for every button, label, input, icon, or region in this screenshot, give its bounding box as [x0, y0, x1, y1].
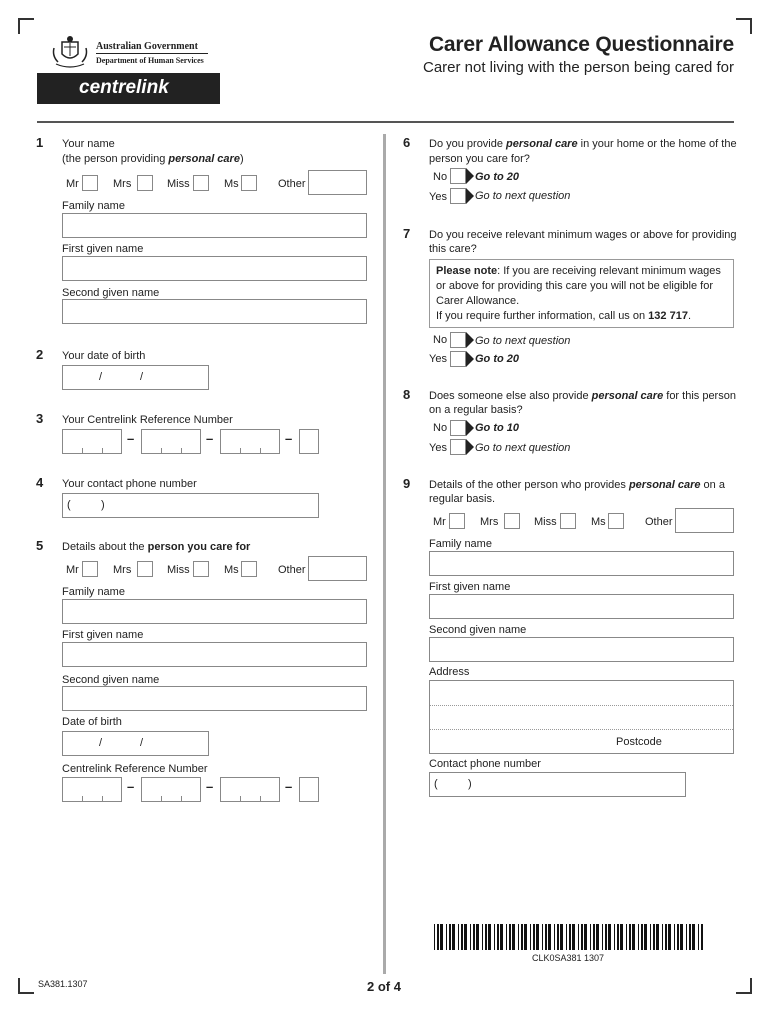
q2-label: Your date of birth: [62, 350, 146, 362]
q3-crn-check-char-input[interactable]: [299, 429, 319, 454]
barcode-bar: [650, 924, 651, 950]
column-divider: [383, 134, 386, 974]
barcode-bar: [524, 924, 527, 950]
header-rule: [37, 121, 734, 123]
arrow-right-icon: [466, 439, 474, 455]
barcode-bar: [656, 924, 659, 950]
q9-title-miss-checkbox[interactable]: [560, 513, 576, 529]
q6-no-goto: Go to 20: [475, 171, 520, 183]
q8-label: Does someone else also provide personal care for this person: [429, 390, 736, 402]
barcode-bar: [533, 924, 535, 950]
q1-label: Your name: [62, 138, 115, 150]
crn-dash: –: [206, 779, 214, 794]
crn-dash: –: [285, 779, 293, 794]
q3-crn-part2-input[interactable]: [141, 429, 201, 454]
q5-title-mrs-checkbox[interactable]: [137, 561, 153, 577]
barcode-bar: [518, 924, 519, 950]
q7-no-checkbox[interactable]: [450, 332, 476, 348]
barcode-bar: [617, 924, 619, 950]
centrelink-wordmark: centrelink: [79, 77, 169, 98]
barcode-bar: [608, 924, 611, 950]
barcode-bar: [470, 924, 471, 950]
q6-label-line2: person you care for?: [429, 153, 530, 165]
q5-title-other-label: Other: [278, 564, 306, 576]
brand-bar: [37, 73, 220, 104]
q7-note-line4: If you require further information, call us on 132 717.: [436, 310, 691, 322]
barcode-bar: [572, 924, 575, 950]
barcode-bar: [605, 924, 607, 950]
q9-family-name-input[interactable]: [429, 551, 734, 576]
coat-of-arms-icon: [50, 34, 90, 70]
q9-label: Details of the other person who provides personal care on a: [429, 479, 725, 491]
barcode-bar: [497, 924, 499, 950]
q3-crn-part1-input[interactable]: [62, 429, 122, 454]
q1-title-mr-checkbox[interactable]: [82, 175, 98, 191]
q1-title-miss-label: Miss: [167, 178, 190, 190]
q9-phone-input[interactable]: [429, 772, 686, 797]
q8-no-label: No: [433, 422, 448, 434]
barcode-bar: [569, 924, 571, 950]
barcode-bar: [602, 924, 603, 950]
q6-number: 6: [403, 135, 411, 150]
barcode-bar: [665, 924, 667, 950]
q5-label: Details about the person you care for: [62, 541, 251, 553]
barcode-bar: [434, 924, 435, 950]
q1-title-ms-checkbox[interactable]: [241, 175, 257, 191]
date-slash: /: [99, 371, 103, 383]
crn-dash: –: [285, 431, 293, 446]
barcode-bar: [701, 924, 703, 950]
phone-paren-close: ): [468, 778, 472, 790]
barcode-bar: [641, 924, 643, 950]
barcode-bar: [461, 924, 463, 950]
barcode-bar: [506, 924, 507, 950]
q9-postcode-label: Postcode: [616, 736, 662, 748]
barcode-bar: [500, 924, 503, 950]
q8-no-goto: Go to 10: [475, 422, 520, 434]
q8-yes-label: Yes: [429, 442, 447, 454]
q1-number: 1: [36, 135, 44, 150]
barcode-text: CLK0SA381 1307: [532, 953, 605, 963]
barcode-bar: [578, 924, 579, 950]
logo-line-2: Department of Human Services: [96, 56, 204, 65]
barcode-bar: [560, 924, 563, 950]
q8-yes-goto: Go to next question: [475, 442, 571, 454]
barcode-bar: [638, 924, 639, 950]
barcode-bar: [446, 924, 447, 950]
q6-yes-checkbox[interactable]: [450, 188, 476, 204]
q9-second-name-input[interactable]: [429, 637, 734, 662]
q7-number: 7: [403, 226, 411, 241]
q5-number: 5: [36, 538, 44, 553]
arrow-right-icon: [466, 332, 474, 348]
barcode-bar: [464, 924, 467, 950]
q5-crn-part2-input[interactable]: [141, 777, 201, 802]
logo-line-1: Australian Government: [96, 41, 198, 52]
q6-label: Do you provide personal care in your home or the home of the: [429, 138, 737, 150]
q9-title-mrs-label: Mrs: [480, 516, 499, 528]
q7-yes-goto: Go to 20: [475, 353, 520, 365]
q7-note-line1: Please note: If you are receiving relevant minimum wages: [436, 265, 721, 277]
q4-label: Your contact phone number: [62, 478, 197, 490]
barcode-bar: [458, 924, 459, 950]
q3-label: Your Centrelink Reference Number: [62, 414, 233, 426]
q9-first-name-input[interactable]: [429, 594, 734, 619]
q9-number: 9: [403, 476, 411, 491]
barcode-bar: [542, 924, 543, 950]
q5-dob-input[interactable]: [62, 731, 209, 756]
barcode-bar: [530, 924, 531, 950]
barcode-bar: [494, 924, 495, 950]
q6-yes-label: Yes: [429, 191, 447, 203]
barcode-bar: [581, 924, 583, 950]
q9-second-name-label: Second given name: [429, 624, 527, 636]
q1-family-name-input[interactable]: [62, 213, 367, 238]
q7-label: Do you receive relevant minimum wages or above for providing: [429, 229, 737, 241]
barcode-bar: [485, 924, 487, 950]
phone-paren-open: (: [434, 778, 438, 790]
q9-label-line2: regular basis.: [429, 493, 496, 505]
crn-dash: –: [127, 779, 135, 794]
q5-crn-label: Centrelink Reference Number: [62, 763, 208, 775]
barcode-bar: [596, 924, 599, 950]
q6-no-label: No: [433, 171, 448, 183]
q9-title-miss-label: Miss: [534, 516, 557, 528]
barcode-bar: [653, 924, 655, 950]
barcode-bar: [554, 924, 555, 950]
barcode-bar: [566, 924, 567, 950]
q8-yes-checkbox[interactable]: [450, 439, 476, 455]
q5-title-miss-checkbox[interactable]: [193, 561, 209, 577]
barcode-bar: [698, 924, 699, 950]
crop-mark-bottom-right: [736, 978, 752, 994]
page-subtitle: Carer not living with the person being cared for: [422, 59, 734, 76]
barcode-bar: [488, 924, 491, 950]
q1-title-ms-label: Ms: [224, 178, 239, 190]
q5-title-ms-checkbox[interactable]: [241, 561, 257, 577]
q7-label-line2: this care?: [429, 243, 477, 255]
barcode-bar: [437, 924, 439, 950]
q5-title-other-input[interactable]: [308, 556, 367, 581]
page-title: Carer Allowance Questionnaire: [428, 33, 734, 56]
crn-dash: –: [127, 431, 135, 446]
q4-phone-input[interactable]: [62, 493, 319, 518]
q5-title-miss-label: Miss: [167, 564, 190, 576]
arrow-right-icon: [466, 168, 474, 184]
barcode-bar: [509, 924, 511, 950]
q5-title-mr-label: Mr: [66, 564, 79, 576]
arrow-right-icon: [466, 420, 474, 436]
barcode-bar: [473, 924, 475, 950]
q9-title-ms-checkbox[interactable]: [608, 513, 624, 529]
barcode-bar: [620, 924, 623, 950]
q9-title-mrs-checkbox[interactable]: [504, 513, 520, 529]
phone-paren-close: ): [101, 499, 105, 511]
barcode-bar: [626, 924, 627, 950]
q1-title-other-input[interactable]: [308, 170, 367, 195]
q7-no-label: No: [433, 334, 448, 346]
barcode-bar: [677, 924, 679, 950]
q8-number: 8: [403, 387, 411, 402]
q5-first-name-label: First given name: [62, 629, 144, 641]
barcode-bar: [680, 924, 683, 950]
barcode-bar: [686, 924, 687, 950]
crop-mark-top-left: [18, 18, 34, 34]
q6-yes-goto: Go to next question: [475, 190, 571, 202]
q5-title-mr-checkbox[interactable]: [82, 561, 98, 577]
barcode-bar: [536, 924, 539, 950]
form-code: SA381.1307: [38, 979, 88, 989]
q5-crn-part1-input[interactable]: [62, 777, 122, 802]
q2-date-of-birth-input[interactable]: [62, 365, 209, 390]
q9-title-other-input[interactable]: [675, 508, 734, 533]
q9-title-other-label: Other: [645, 516, 673, 528]
q5-family-name-input[interactable]: [62, 599, 367, 624]
q7-note-box: [429, 259, 734, 328]
q1-title-mr-label: Mr: [66, 178, 79, 190]
q5-crn-part3-input[interactable]: [220, 777, 280, 802]
q1-second-name-input[interactable]: [62, 299, 367, 324]
barcode-bar: [452, 924, 455, 950]
q5-first-name-input[interactable]: [62, 642, 367, 667]
barcode-bar: [674, 924, 675, 950]
barcode-bar: [557, 924, 559, 950]
q9-address-input[interactable]: [429, 680, 734, 754]
q6-no-checkbox[interactable]: [450, 168, 476, 184]
q9-address-label: Address: [429, 666, 470, 678]
q8-no-checkbox[interactable]: [450, 420, 476, 436]
q5-crn-check-char-input[interactable]: [299, 777, 319, 802]
barcode-bar: [593, 924, 595, 950]
q5-second-name-input[interactable]: [62, 686, 367, 711]
q9-first-name-label: First given name: [429, 581, 511, 593]
barcode-bar: [644, 924, 647, 950]
barcode-bar: [440, 924, 443, 950]
q1-title-miss-checkbox[interactable]: [193, 175, 209, 191]
q9-family-name-label: Family name: [429, 538, 492, 550]
q5-family-name-label: Family name: [62, 586, 125, 598]
q2-number: 2: [36, 347, 44, 362]
q5-title-mrs-label: Mrs: [113, 564, 132, 576]
q5-title-ms-label: Ms: [224, 564, 239, 576]
barcode-bar: [521, 924, 523, 950]
q7-note-line3: Carer Allowance.: [436, 295, 520, 307]
crn-dash: –: [206, 431, 214, 446]
q1-family-name-label: Family name: [62, 200, 125, 212]
q9-phone-label: Contact phone number: [429, 758, 541, 770]
q9-title-mr-checkbox[interactable]: [449, 513, 465, 529]
barcode-bar: [545, 924, 547, 950]
q7-yes-checkbox[interactable]: [450, 351, 476, 367]
q1-second-name-label: Second given name: [62, 287, 160, 299]
q1-label-line2: (the person providing personal care): [62, 153, 244, 165]
date-slash: /: [140, 737, 144, 749]
q5-second-name-label: Second given name: [62, 674, 160, 686]
q9-title-mr-label: Mr: [433, 516, 446, 528]
q1-first-name-input[interactable]: [62, 256, 367, 281]
address-line-divider: [430, 729, 733, 730]
address-line-divider: [430, 705, 733, 706]
barcode-bar: [476, 924, 479, 950]
q3-number: 3: [36, 411, 44, 426]
q4-number: 4: [36, 475, 44, 490]
arrow-right-icon: [466, 351, 474, 367]
date-slash: /: [99, 737, 103, 749]
barcode-bar: [689, 924, 691, 950]
barcode-bar: [482, 924, 483, 950]
q1-title-other-label: Other: [278, 178, 306, 190]
barcode-bar: [614, 924, 615, 950]
q7-no-goto: Go to next question: [475, 335, 571, 347]
q1-first-name-label: First given name: [62, 243, 144, 255]
q5-dob-label: Date of birth: [62, 716, 122, 728]
crop-mark-top-right: [736, 18, 752, 34]
arrow-right-icon: [466, 188, 474, 204]
q7-yes-label: Yes: [429, 353, 447, 365]
barcode-bar: [449, 924, 451, 950]
barcode-bar: [590, 924, 591, 950]
barcode-bar: [629, 924, 631, 950]
q7-note-line2: or above for providing this care you will not be eligible for: [436, 280, 713, 292]
q1-title-mrs-label: Mrs: [113, 178, 132, 190]
q8-label-line2: on a regular basis?: [429, 404, 523, 416]
q1-title-mrs-checkbox[interactable]: [137, 175, 153, 191]
crop-mark-bottom-left: [18, 978, 34, 994]
barcode-bar: [632, 924, 635, 950]
barcode: [434, 924, 704, 950]
barcode-bar: [512, 924, 515, 950]
barcode-bar: [584, 924, 587, 950]
q3-crn-part3-input[interactable]: [220, 429, 280, 454]
barcode-bar: [692, 924, 695, 950]
phone-paren-open: (: [67, 499, 71, 511]
q9-title-ms-label: Ms: [591, 516, 606, 528]
logo-rule: [96, 53, 208, 54]
page-number: 2 of 4: [367, 979, 401, 994]
date-slash: /: [140, 371, 144, 383]
barcode-bar: [668, 924, 671, 950]
barcode-bar: [662, 924, 663, 950]
barcode-bar: [548, 924, 551, 950]
